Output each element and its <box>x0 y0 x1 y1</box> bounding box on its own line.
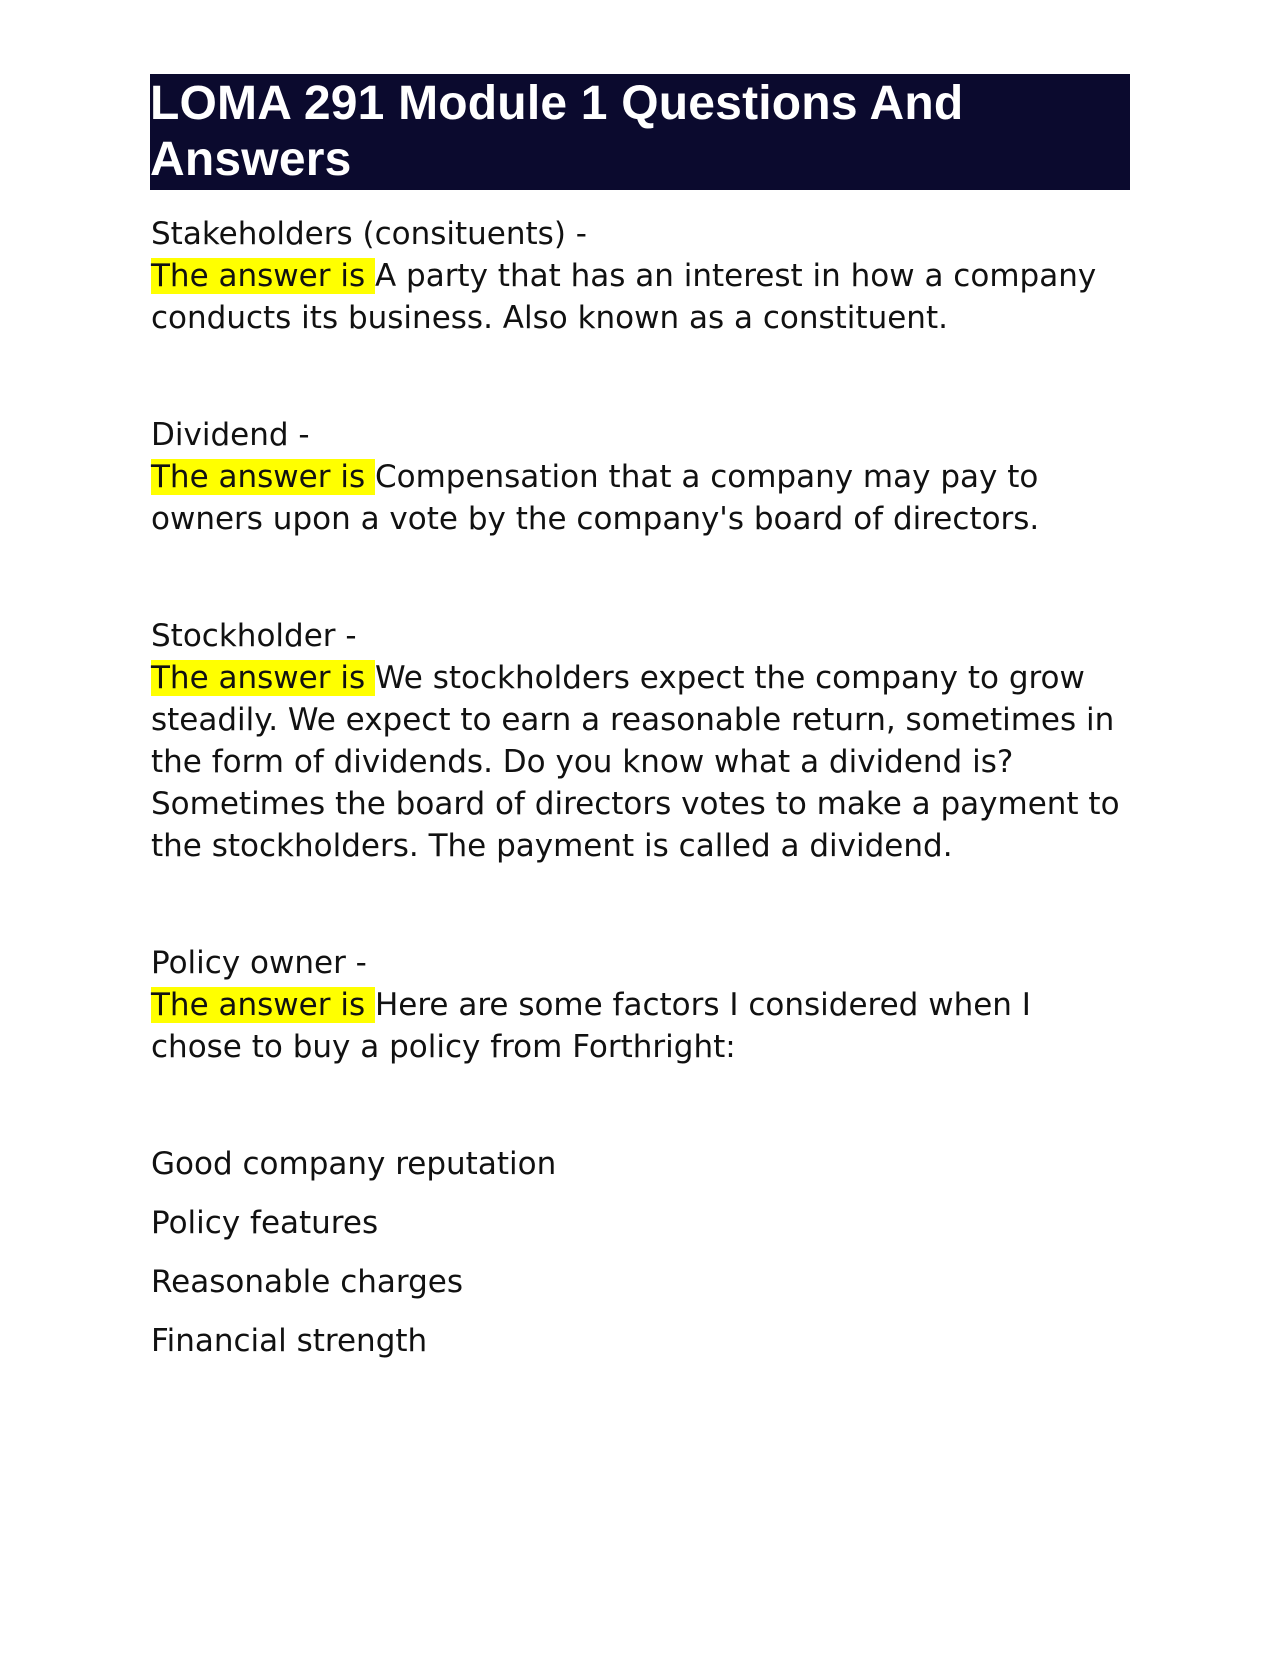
list-item: Reasonable charges <box>151 1264 463 1300</box>
answer-prefix-highlight: The answer is <box>151 459 375 495</box>
answer-body: A party that has an interest in how a company conducts its business. Also known as a constituent. <box>151 258 1097 336</box>
qa-item-policy-owner <box>151 942 1131 1068</box>
term-label: Policy owner - <box>151 945 367 981</box>
answer-prefix-highlight: The answer is <box>151 258 375 294</box>
term-label: Stockholder - <box>151 618 357 654</box>
answer-text <box>151 456 1131 540</box>
qa-item-dividend <box>151 414 1131 540</box>
answer-text <box>151 657 1131 867</box>
factor-list <box>151 1143 1131 1379</box>
list-item: Good company reputation <box>151 1146 557 1182</box>
qa-item-stakeholders <box>151 213 1131 339</box>
title-banner <box>150 74 1130 190</box>
answer-body: Here are some factors I considered when I chose to buy a policy from Forthright: <box>151 987 1031 1065</box>
qa-item-stockholder <box>151 615 1131 867</box>
list-item: Financial strength <box>151 1323 428 1359</box>
term-label: Stakeholders (consituents) - <box>151 216 587 252</box>
answer-prefix-highlight: The answer is <box>151 987 375 1023</box>
answer-body: Compensation that a company may pay to owners upon a vote by the company's board of directors. <box>151 459 1040 537</box>
document-body <box>151 213 1131 1379</box>
document-title: LOMA 291 Module 1 Questions And Answers <box>150 77 964 186</box>
answer-prefix-highlight: The answer is <box>151 660 375 696</box>
term-label: Dividend - <box>151 417 310 453</box>
answer-body: We stockholders expect the company to grow steadily. We expect to earn a reasonable return, sometimes in the form of dividends. Do you know what a dividend is? Sometimes the board of directors votes to make a payment to the stockholders. The payment is called a dividend. <box>151 660 1120 864</box>
answer-text <box>151 984 1131 1068</box>
list-item: Policy features <box>151 1205 379 1241</box>
answer-text <box>151 255 1131 339</box>
